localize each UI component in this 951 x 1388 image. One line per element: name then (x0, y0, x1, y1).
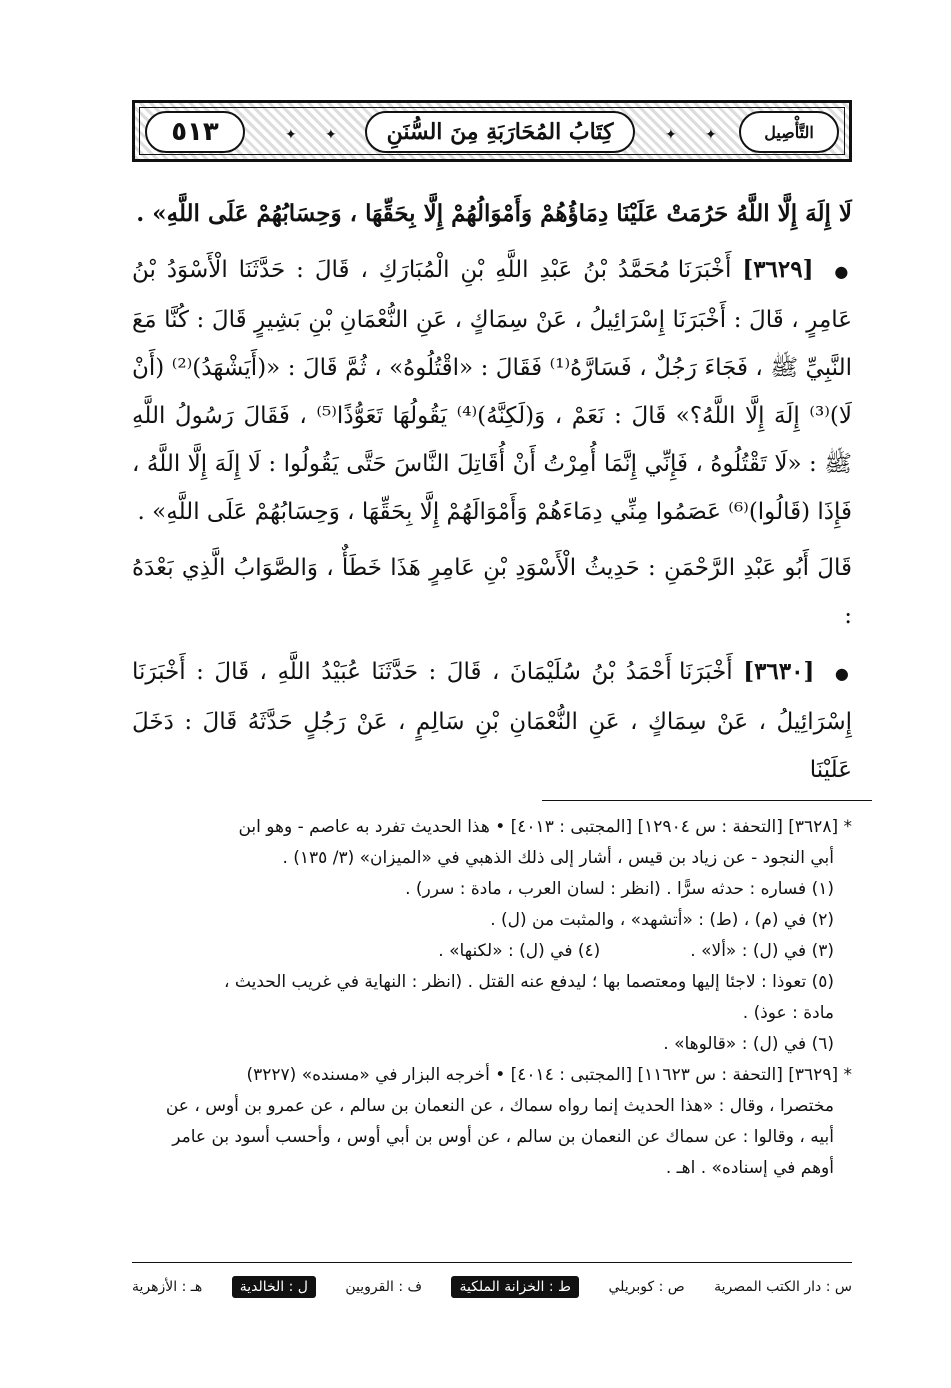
footnote-5-cont: مادة : عوذ) . (742, 1003, 834, 1023)
note-3629-cont: أبيه ، وقالوا : عن سماك عن النعمان بن سالم ، عن أوس بن أبي أوس ، وأحسب أسود بن عامر (172, 1127, 834, 1147)
page-header-ornament (132, 100, 852, 162)
author-comment: قَالَ أَبُو عَبْدِ الرَّحْمَنِ : حَدِيثُ الْأَسْوَدِ بْنِ عَامِرٍ هَذَا خَطَأٌ ، وَالصَّوَابُ الَّذِي بَعْدَهُ : (132, 555, 852, 629)
footnote-5: (٥) تعوذا : لاجئا إليها ومعتصما بها ؛ ليدفع عنه القتل . (انظر : النهاية في غريب الحديث ، (224, 972, 834, 992)
footnote-3: (٣) في (ل) : «ألا» . (690, 941, 834, 961)
footnote-separator (542, 800, 872, 801)
bullet-icon: ● (834, 262, 852, 281)
bullet-icon: ● (834, 664, 853, 683)
note-3628: * [٣٦٢٨] [التحفة : س ١٢٩٠٤] [المجتبى : ٤٠١٣] • هذا الحديث تفرد به عاصم - وهو ابن (238, 817, 852, 837)
page-number-cartouche (145, 111, 245, 153)
note-3628-cont: أبي النجود - عن زياد بن قيس ، أشار إلى ذلك الذهبي في «الميزان» (٣/ ١٣٥) . (282, 848, 834, 868)
continuation-line: لَا إِلَهَ إِلَّا اللَّهُ حَرُمَتْ عَلَيْنَا دِمَاؤُهُمْ وَأَمْوَالُهُمْ إِلَّا بِحَقِّهَا ، وَحِسَابُهُمْ عَلَى اللَّهِ» . (136, 200, 852, 227)
note-3629: * [٣٦٢٩] [التحفة : س ١١٦٢٣] [المجتبى : ٤٠١٤] • أخرجه البزار في «مسنده» (٣٢٢٧) (246, 1065, 852, 1085)
page-number: ٥١٣ (171, 117, 219, 147)
ornament-star-icon: ✦ (665, 127, 677, 143)
ornament-star-icon: ✦ (705, 127, 717, 143)
footnote-2: (٢) في (م) ، (ط) : «أتشهد» ، والمثبت من (ل) . (490, 910, 834, 930)
siglum: هـ : الأزهرية (132, 1279, 203, 1295)
note-3629-cont: مختصرا ، وقال : «هذا الحديث إنما رواه سماك ، عن النعمان بن سالم ، عن عمرو بن أوس ، عن (165, 1096, 834, 1116)
footnote-1: (١) فساره : حدثه سرًّا . (انظر : لسان العرب ، مادة : سرر) . (405, 879, 834, 899)
siglum-highlighted: ط : الخزانة الملكية (451, 1276, 579, 1298)
bottom-rule (132, 1262, 852, 1263)
hadith-text: أَخْبَرَنَا أَحْمَدُ بْنُ سُلَيْمَانَ ، قَالَ : حَدَّثَنَا عُبَيْدُ اللَّهِ ، قَالَ : أَخْبَرَنَا إِسْرَائِيلُ ، عَنْ سِمَاكٍ ، عَنِ النُّعْمَانِ بْنِ سَالِمٍ ، عَنْ رَجُلٍ حَدَّثَهُ قَالَ : دَخَلَ عَلَيْنَا (132, 659, 852, 783)
siglum: ف : القرويين (345, 1279, 423, 1295)
footnote-4: (٤) في (ل) : «لكنها» . (438, 941, 601, 961)
note-3629-cont: أوهم في إسناده» . اهـ . (665, 1158, 834, 1178)
manuscript-sigla-bar (132, 1270, 852, 1304)
publisher-logo: التَّأْصِيل (764, 122, 814, 142)
footnotes (132, 812, 852, 1184)
hadith-3629 (132, 246, 852, 536)
ornament-star-icon: ✦ (285, 127, 297, 143)
hadith-number: [٣٦٣٠] (743, 658, 815, 685)
siglum: س : دار الكتب المصرية (714, 1279, 852, 1295)
main-text (132, 190, 852, 794)
hadith-number: [٣٦٢٩] (742, 256, 814, 283)
hadith-3630 (132, 648, 852, 794)
footnote-6: (٦) في (ل) : «قالوها» . (663, 1034, 834, 1054)
hadith-text: أَخْبَرَنَا مُحَمَّدُ بْنُ عَبْدِ اللَّهِ بْنِ الْمُبَارَكِ ، قَالَ : حَدَّثَنَا الْأَسْوَدُ بْنُ عَامِرٍ ، قَالَ : أَخْبَرَنَا إِسْرَائِيلُ ، عَنْ سِمَاكٍ ، عَنِ النُّعْمَانِ بْنِ بَشِيرٍ قَالَ : كُنَّا مَعَ النَّبِيِّ ﷺ ، فَجَاءَ رَجُلٌ ، فَسَارَّهُ⁽¹⁾ فَقَالَ : «اقْتُلُوهُ» ، ثُمَّ قَالَ : «(أَيَشْهَدُ)⁽²⁾ (أَنْ لَا)⁽³⁾ إِلَهَ إِلَّا اللَّهُ؟» قَالَ : نَعَمْ ، وَ(لَكِنَّهُ)⁽⁴⁾ يَقُولُهَا تَعَوُّذًا⁽⁵⁾ ، فَقَالَ رَسُولُ اللَّهِ ﷺ : «لَا تَقْتُلُوهُ ، فَإِنِّي إِنَّمَا أُمِرْتُ أَنْ أُقَاتِلَ النَّاسَ حَتَّى يَقُولُوا : لَا إِلَهَ إِلَّا اللَّهُ ، فَإِذَا (قَالُوا)⁽⁶⁾ عَصَمُوا مِنِّي دِمَاءَهُمْ وَأَمْوَالَهُمْ إِلَّا بِحَقِّهَا ، وَحِسَابُهُمْ عَلَى اللَّهِ» . (132, 257, 852, 525)
running-title: كِتَابُ المُحَارَبَةِ مِنَ السُّنَنِ (386, 119, 614, 145)
ornament-star-icon: ✦ (325, 127, 337, 143)
siglum: ص : كوبريلي (608, 1279, 685, 1295)
footnote-row (132, 936, 852, 967)
running-title-cartouche (365, 111, 635, 153)
publisher-logo-cartouche (739, 111, 839, 153)
siglum-highlighted: ل : الخالدية (232, 1276, 316, 1298)
